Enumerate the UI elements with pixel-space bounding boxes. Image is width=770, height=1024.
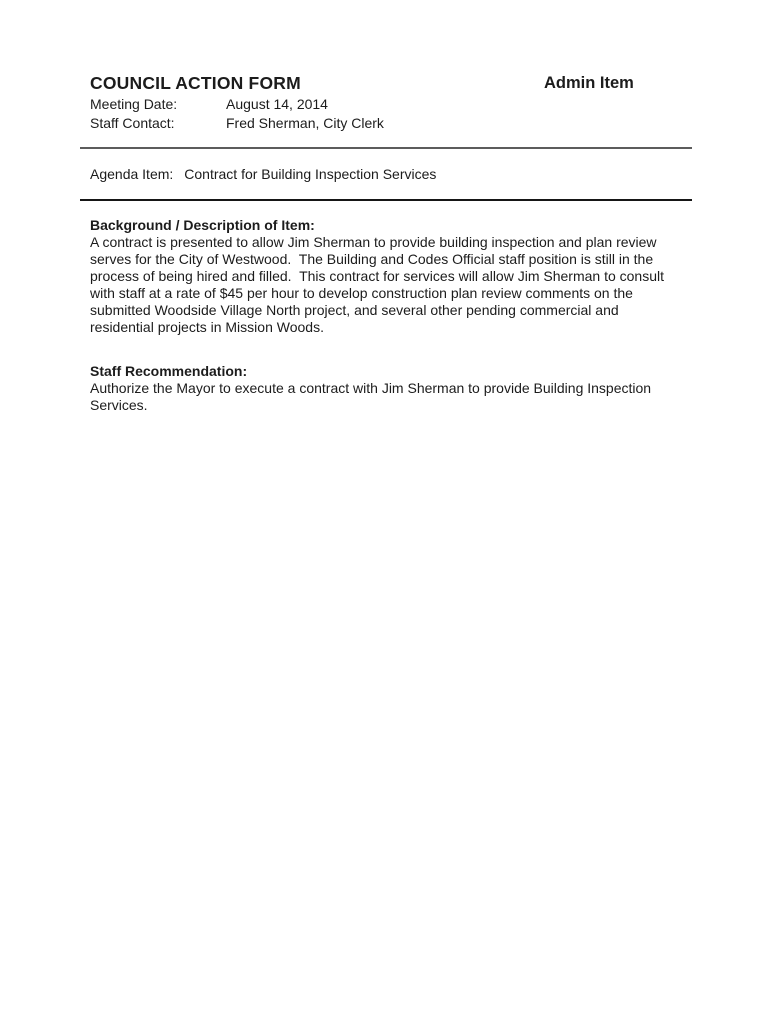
meeting-date-label: Meeting Date: xyxy=(90,96,178,112)
agenda-item-value: Contract for Building Inspection Services xyxy=(184,166,437,182)
staff-contact-row xyxy=(90,114,384,133)
divider-top xyxy=(80,147,692,149)
admin-item-label: Admin Item xyxy=(544,74,634,92)
staff-contact-value: Fred Sherman, City Clerk xyxy=(226,115,384,131)
agenda-item-row xyxy=(90,165,436,183)
meeting-date-row xyxy=(90,95,328,114)
agenda-item-label: Agenda Item: xyxy=(90,166,174,182)
background-section-body: A contract is presented to allow Jim Sherman to provide building inspection and plan review serves for the City of Westwood. The Building and Codes Official staff position is still in the process of being hired and filled. This contract for services will allow Jim Sherman to consult with staff at a rate of $45 per hour to develop construction plan review comments on the submitted Woodside Village North project, and several other pending commercial and residential projects in Mission Woods. xyxy=(90,234,668,335)
recommendation-section-heading: Staff Recommendation: xyxy=(90,363,248,379)
background-section-heading: Background / Description of Item: xyxy=(90,217,315,233)
staff-contact-label: Staff Contact: xyxy=(90,115,175,131)
divider-bottom xyxy=(80,199,692,201)
recommendation-section-body: Authorize the Mayor to execute a contract with Jim Sherman to provide Building Inspection Services. xyxy=(90,380,655,413)
meeting-date-value: August 14, 2014 xyxy=(226,96,328,112)
page-title: COUNCIL ACTION FORM xyxy=(90,73,301,93)
